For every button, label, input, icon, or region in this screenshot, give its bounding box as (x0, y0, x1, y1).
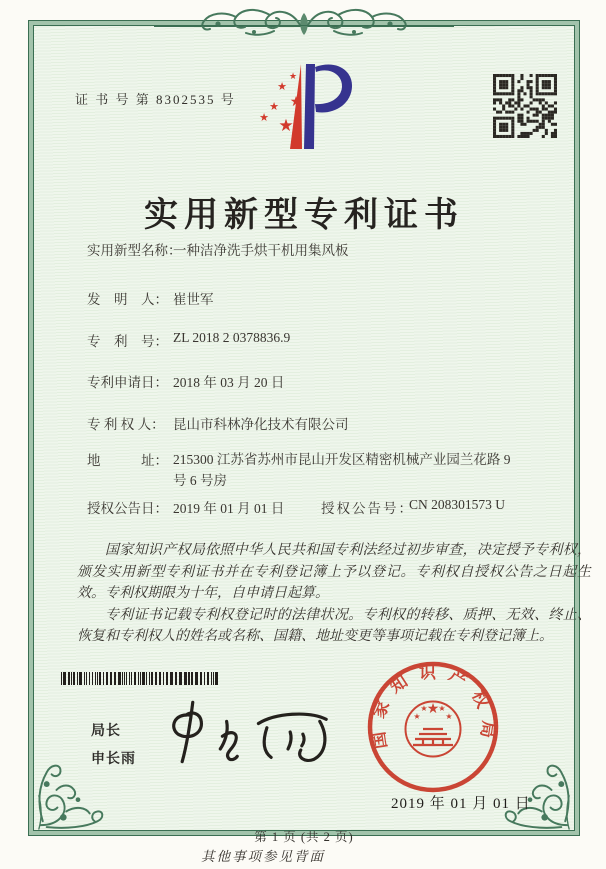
star-icon: ★ (269, 100, 279, 113)
field-label: 地 址： (87, 453, 168, 468)
field-row-name (87, 239, 567, 259)
star-icon: ★ (288, 72, 298, 82)
field-label: 实用新型名称： (87, 243, 182, 258)
cnipa-round-seal (353, 649, 513, 809)
field-row-address (87, 449, 567, 493)
svg-text:★: ★ (438, 704, 446, 713)
field-label: 专 利 权 人： (87, 417, 165, 432)
star-icon: ★ (289, 94, 303, 110)
handwritten-signature (161, 699, 341, 765)
field-value: 昆山市科林净化技术有限公司 (173, 417, 349, 432)
field-label: 专利申请日： (87, 375, 168, 390)
barcode (61, 672, 223, 685)
svg-text:★: ★ (413, 712, 421, 721)
field-row-filing-date (87, 371, 567, 391)
top-flourish-ornament (154, 5, 454, 43)
legal-text (77, 540, 591, 648)
national-emblem-icon (406, 701, 461, 757)
svg-text:★: ★ (445, 712, 453, 721)
back-note: 其他事项参见背面 (201, 849, 325, 864)
field-row-patentee (87, 413, 567, 433)
director-title: 局长 (91, 722, 121, 738)
svg-text:★: ★ (420, 704, 428, 713)
grant-number-label: 授权公告号： (321, 501, 414, 516)
star-icon: ★ (278, 116, 294, 136)
certificate-number: 证 书 号 第 8302535 号 (75, 92, 236, 107)
field-value (173, 449, 545, 491)
seal-date: 2019 年 01 月 01 日 (391, 796, 531, 812)
field-label: 发 明 人： (87, 292, 168, 307)
logo-blue-stem (304, 64, 315, 149)
svg-text:★: ★ (426, 701, 440, 717)
seal-text: 国家知识产权局 (367, 662, 499, 751)
grant-number-value: CN 208301573 U (409, 497, 506, 512)
address-line-1: 215300 江苏省苏州市昆山开发区精密机械产业园兰花路 9 (173, 452, 511, 467)
logo-blue-bowl (315, 64, 352, 112)
director-name: 申长雨 (91, 750, 136, 766)
certificate-title: 实用新型专利证书 (144, 197, 464, 234)
qr-code (493, 74, 557, 138)
grant-date-value: 2019 年 01 月 01 日 (173, 501, 285, 516)
field-label: 专 利 号： (87, 334, 168, 349)
cnipa-logo-icon (249, 59, 361, 157)
field-row-inventor (87, 288, 567, 308)
grant-date-label: 授权公告日： (87, 501, 168, 516)
legal-paragraph-1: 国家知识产权局依照中华人民共和国专利法经过初步审查，决定授予专利权，颁发实用新型专利证书并在专利登记簿上予以登记。专利权自授权公告之日起生效。专利权期限为十年，自申请日起算。 (77, 543, 591, 601)
page-number: 第 1 页 (共 2 页) (254, 830, 354, 844)
field-value: ZL 2018 2 0378836.9 (173, 330, 291, 345)
field-row-patent-number (87, 330, 567, 350)
field-value: 一种洁净洗手烘干机用集风板 (173, 243, 349, 258)
address-line-2: 号 6 号房 (173, 473, 227, 488)
legal-paragraph-2: 专利证书记载专利权登记时的法律状况。专利权的转移、质押、无效、终止、恢复和专利权人的姓名或名称、国籍、地址变更等事项记载在专利登记簿上。 (77, 607, 591, 644)
star-icon: ★ (259, 111, 269, 124)
star-icon: ★ (277, 80, 287, 93)
field-value: 崔世军 (173, 292, 214, 307)
field-value: 2018 年 03 月 20 日 (173, 375, 285, 390)
certificate-panel (28, 20, 591, 844)
